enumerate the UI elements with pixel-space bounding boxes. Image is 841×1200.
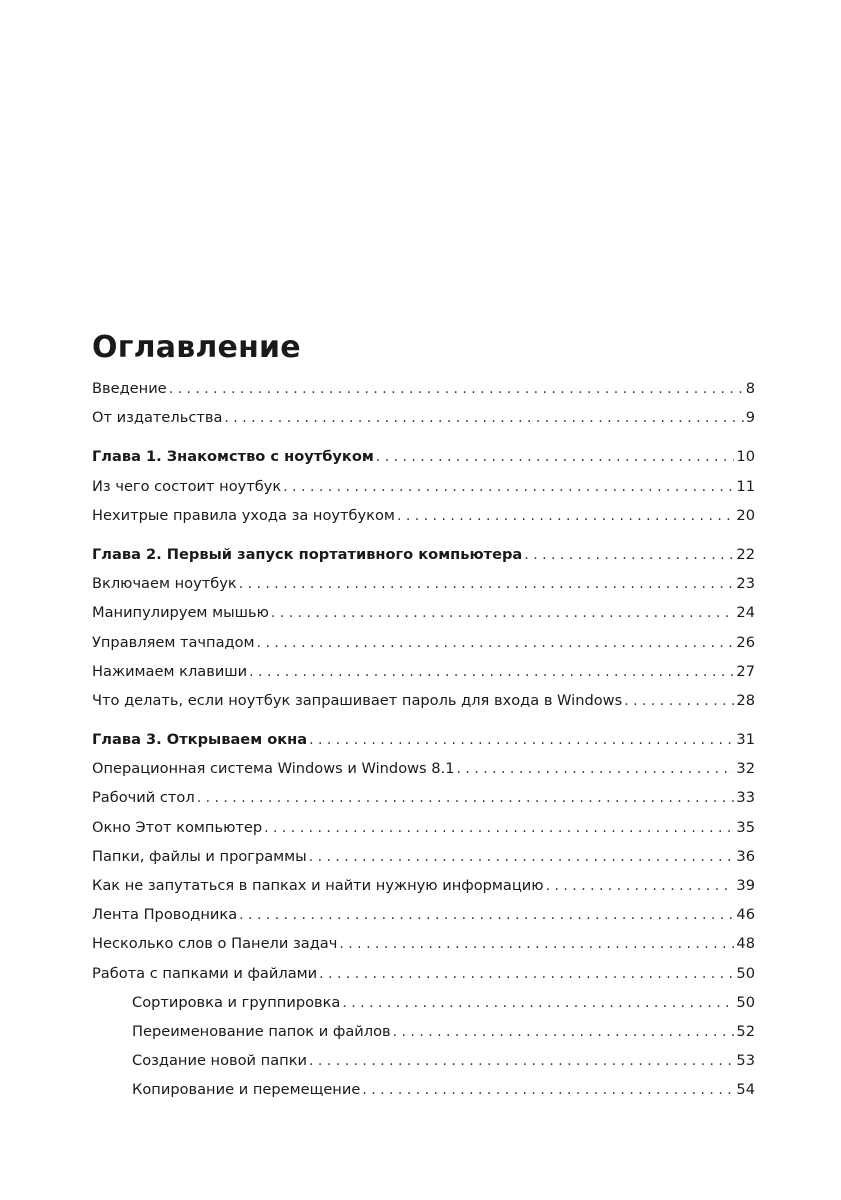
- toc-page-number: 22: [736, 545, 755, 563]
- leader-dots: [362, 1076, 734, 1104]
- toc-entry-title: [92, 725, 307, 754]
- leader-dots: [376, 443, 735, 471]
- toc-entry-title: Нехитрые правила ухода за ноутбуком: [92, 506, 395, 524]
- toc-page-number: 33: [736, 789, 755, 807]
- toc-entry[interactable]: [92, 598, 755, 627]
- toc-entry[interactable]: [92, 403, 755, 432]
- toc-page-number: 31: [736, 731, 755, 749]
- toc-entry-title: Манипулируем мышью: [92, 604, 269, 622]
- toc-chapter-entry[interactable]: [92, 540, 755, 569]
- toc-entry[interactable]: [92, 657, 755, 686]
- toc-page-number: 28: [736, 691, 755, 709]
- toc-entry-title: Копирование и перемещение: [132, 1081, 361, 1099]
- toc-page-number: 50: [736, 993, 755, 1011]
- leader-dots: [271, 599, 735, 627]
- page-title: Оглавление: [92, 330, 301, 365]
- leader-dots: [309, 726, 734, 754]
- leader-dots: [239, 901, 734, 929]
- toc-entry[interactable]: [92, 628, 755, 657]
- toc-section: [92, 725, 755, 1104]
- toc-page-number: 26: [736, 633, 755, 651]
- toc-subentry[interactable]: [92, 1075, 755, 1104]
- toc-entry-title: [92, 442, 374, 471]
- toc-entry-title: Папки, файлы и программы: [92, 847, 307, 865]
- toc-page-number: 52: [736, 1022, 755, 1040]
- toc-entry-title: Включаем ноутбук: [92, 575, 237, 593]
- toc-list: [92, 374, 755, 1105]
- toc-entry[interactable]: [92, 569, 755, 598]
- toc-entry-title: Окно Этот компьютер: [92, 818, 263, 836]
- toc-subentry[interactable]: [92, 1046, 755, 1075]
- leader-dots: [524, 541, 734, 569]
- toc-entry-title: Управляем тачпадом: [92, 633, 255, 651]
- toc-entry-title: Что делать, если ноутбук запрашивает пароль для входа в Windows: [92, 691, 623, 709]
- leader-dots: [319, 960, 734, 988]
- chapter-title: Первый запуск портативного компьютера: [166, 545, 523, 563]
- chapter-title: Знакомство с ноутбуком: [166, 448, 374, 466]
- toc-entry-title: Переименование папок и файлов: [132, 1022, 391, 1040]
- toc-entry-title: Введение: [92, 380, 167, 397]
- toc-page-number: 24: [736, 604, 755, 622]
- toc-entry[interactable]: [92, 871, 755, 900]
- chapter-number: Глава 3.: [92, 731, 162, 749]
- toc-page-number: 54: [736, 1081, 755, 1099]
- leader-dots: [264, 814, 734, 842]
- toc-entry-title: Операционная система Windows и Windows 8.1: [92, 760, 455, 778]
- leader-dots: [397, 502, 734, 530]
- toc-entry-title: Рабочий стол: [92, 789, 195, 807]
- toc-page-number: 35: [736, 818, 755, 836]
- toc-page-number: 10: [736, 448, 755, 466]
- leader-dots: [283, 473, 734, 501]
- leader-dots: [257, 629, 735, 657]
- chapter-title: Открываем окна: [166, 731, 308, 749]
- chapter-number: Глава 2.: [92, 545, 162, 563]
- leader-dots: [224, 404, 743, 432]
- leader-dots: [309, 1047, 734, 1075]
- toc-section: [92, 442, 755, 530]
- leader-dots: [197, 784, 735, 812]
- toc-page-number: 48: [736, 935, 755, 953]
- toc-page-number: 36: [736, 847, 755, 865]
- toc-chapter-entry[interactable]: [92, 725, 755, 754]
- toc-entry[interactable]: [92, 686, 755, 715]
- leader-dots: [169, 375, 744, 403]
- toc-entry-title: От издательства: [92, 409, 223, 427]
- toc-entry[interactable]: [92, 900, 755, 929]
- toc-entry-title: Работа с папками и файлами: [92, 964, 318, 982]
- leader-dots: [624, 687, 734, 715]
- toc-page-number: 46: [736, 906, 755, 924]
- toc-entry-title: Нажимаем клавиши: [92, 662, 248, 680]
- toc-subentry[interactable]: [92, 1017, 755, 1046]
- toc-page-number: 20: [736, 506, 755, 524]
- leader-dots: [546, 872, 735, 900]
- leader-dots: [393, 1018, 735, 1046]
- leader-dots: [339, 930, 734, 958]
- toc-page-number: 53: [736, 1052, 755, 1070]
- toc-entry[interactable]: [92, 472, 755, 501]
- chapter-number: Глава 1.: [92, 448, 162, 466]
- toc-entry-title: Как не запутаться в папках и найти нужную информацию: [92, 877, 544, 894]
- toc-entry[interactable]: [92, 501, 755, 530]
- toc-page-number: 11: [736, 477, 755, 495]
- toc-page-number: 8: [745, 380, 755, 397]
- toc-page-number: 50: [736, 964, 755, 982]
- leader-dots: [309, 843, 735, 871]
- leader-dots: [457, 755, 735, 783]
- toc-entry-title: Создание новой папки: [132, 1052, 308, 1070]
- table-of-contents: [92, 328, 755, 1105]
- toc-entry[interactable]: [92, 813, 755, 842]
- toc-page-number: 39: [736, 877, 755, 894]
- toc-entry[interactable]: [92, 783, 755, 812]
- toc-section: [92, 540, 755, 715]
- toc-page-number: 27: [736, 662, 755, 680]
- toc-page-number: 32: [736, 760, 755, 778]
- toc-page-number: 23: [736, 575, 755, 593]
- toc-entry-title: Несколько слов о Панели задач: [92, 935, 338, 953]
- toc-entry[interactable]: [92, 374, 755, 403]
- toc-entry-title: Сортировка и группировка: [132, 993, 341, 1011]
- toc-entry-title: Из чего состоит ноутбук: [92, 477, 282, 495]
- toc-page-number: 9: [745, 409, 755, 427]
- toc-entry-title: Лента Проводника: [92, 906, 238, 924]
- toc-entry[interactable]: [92, 842, 755, 871]
- toc-entry[interactable]: [92, 959, 755, 988]
- toc-chapter-entry[interactable]: [92, 442, 755, 471]
- leader-dots: [249, 658, 734, 686]
- toc-entry-title: [92, 540, 522, 569]
- toc-subentry[interactable]: [92, 988, 755, 1017]
- leader-dots: [342, 989, 734, 1017]
- toc-entry[interactable]: [92, 754, 755, 783]
- toc-section: [92, 374, 755, 432]
- toc-entry[interactable]: [92, 929, 755, 958]
- leader-dots: [239, 570, 735, 598]
